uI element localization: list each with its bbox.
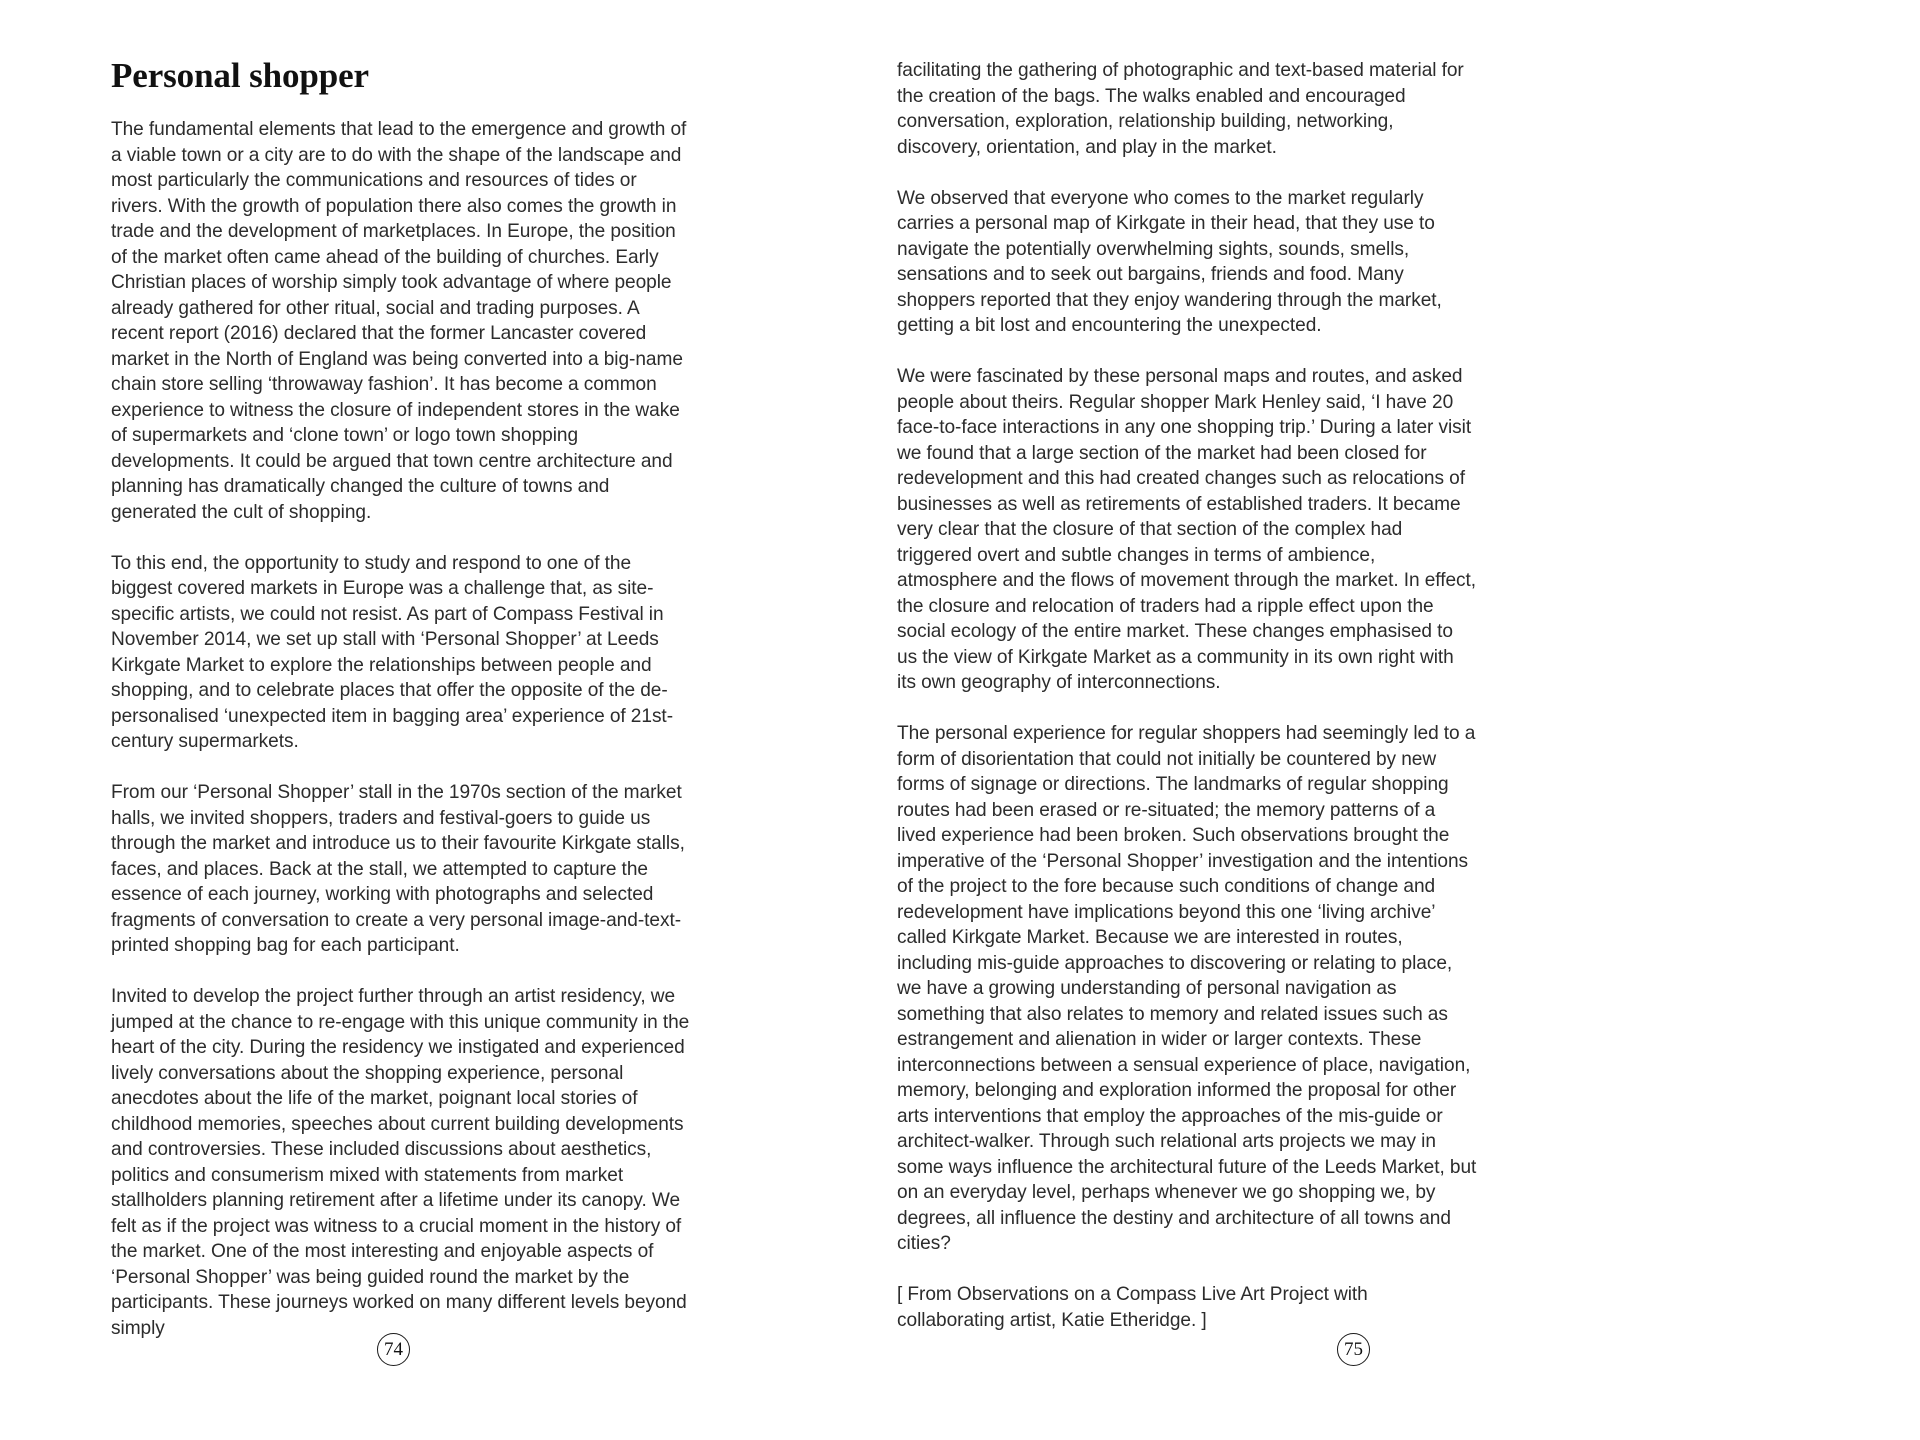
text-column-right <box>897 58 1477 1333</box>
paragraph: From our ‘Personal Shopper’ stall in the 1970s section of the market halls, we invited shoppers, traders and festival-goers to guide us through the market and introduce us to their favourite Kirkgate stalls, faces, and places. Back at the stall, we attempted to capture the essence of each journey, working with photographs and selected fragments of conversation to create a very personal image-and-text-printed shopping bag for each participant. <box>111 782 685 956</box>
paragraph: We were fascinated by these personal maps and routes, and asked people about theirs. Regular shopper Mark Henley said, ‘I have 20 face-to-face interactions in any one shopping trip.’ During a later visit we found that a large section of the market had been closed for redevelopment and this had created changes such as relocations of businesses as well as retirements of established traders. It became very clear that the closure of that section of the complex had triggered overt and subtle changes in terms of ambience, atmosphere and the flows of movement through the market. In effect, the closure and relocation of traders had a ripple effect upon the social ecology of the entire market. These changes emphasised to us the view of Kirkgate Market as a community in its own right with its own geography of interconnections. <box>897 366 1477 693</box>
folio-right <box>787 1333 1920 1366</box>
page-number: 74 <box>384 1338 403 1360</box>
attribution-note: [ From Observations on a Compass Live Art Project with collaborating artist, Katie Etheridge. ] <box>897 1284 1368 1331</box>
folio-circle <box>1337 1333 1370 1366</box>
paragraph: The personal experience for regular shoppers had seemingly led to a form of disorientation that could not initially be countered by new forms of signage or directions. The landmarks of regular shopping routes had been erased or re-situated; the memory patterns of a lived experience had been broken. Such observations brought the imperative of the ‘Personal Shopper’ investigation and the intentions of the project to the fore because such conditions of change and redevelopment have implications beyond this one ‘living archive’ called Kirkgate Market. Because we are interested in routes, including mis-guide approaches to discovering or relating to place, we have a growing understanding of personal navigation as something that also relates to memory and related issues such as estrangement and alienation in wider or larger contexts. These interconnections between a sensual experience of place, navigation, memory, belonging and exploration informed the proposal for other arts interventions that employ the approaches of the mis-guide or architect-walker. Through such relational arts projects we may in some ways influence the architectural future of the Leeds Market, but on an everyday level, perhaps whenever we go shopping we, by degrees, all influence the destiny and architecture of all towns and cities? <box>897 723 1477 1254</box>
page-left <box>0 0 787 1440</box>
paragraph: The fundamental elements that lead to the emergence and growth of a viable town or a city are to do with the shape of the landscape and most particularly the communications and resources of tides or rivers. With the growth of population there also comes the growth in trade and the development of marketplaces. In Europe, the position of the market often came ahead of the building of churches. Early Christian places of worship simply took advantage of where people already gathered for other ritual, social and trading purposes. A recent report (2016) declared that the former Lancaster covered market in the North of England was being converted into a big-name chain store selling ‘throwaway fashion’. It has become a common experience to witness the closure of independent stores in the wake of supermarkets and ‘clone town’ or logo town shopping developments. It could be argued that town centre architecture and planning has dramatically changed the culture of towns and generated the cult of shopping. <box>111 119 687 523</box>
paragraph: To this end, the opportunity to study and respond to one of the biggest covered markets in Europe was a challenge that, as site-specific artists, we could not resist. As part of Compass Festival in November 2014, we set up stall with ‘Personal Shopper’ at Leeds Kirkgate Market to explore the relationships between people and shopping, and to celebrate places that offer the opposite of the de-personalised ‘unexpected item in bagging area’ experience of 21st-century supermarkets. <box>111 552 674 752</box>
folio-left <box>0 1333 787 1366</box>
folio-circle <box>377 1333 410 1366</box>
page-number: 75 <box>1344 1338 1363 1360</box>
paragraph: We observed that everyone who comes to the market regularly carries a personal map of Kirkgate in their head, that they use to navigate the potentially overwhelming sights, sounds, smells, sensations and to seek out bargains, friends and food. Many shoppers reported that they enjoy wandering through the market, getting a bit lost and encountering the unexpected. <box>897 187 1442 336</box>
paragraph: Invited to develop the project further through an artist residency, we jumped at the chance to re-engage with this unique community in the heart of the city. During the residency we instigated and experienced lively conversations about the shopping experience, personal anecdotes about the life of the market, poignant local stories of childhood memories, speeches about current building developments and controversies. These included discussions about aesthetics, politics and consumerism mixed with statements from market stallholders planning retirement after a lifetime under its canopy. We felt as if the project was witness to a crucial moment in the history of the market. One of the most interesting and enjoyable aspects of ‘Personal Shopper’ was being guided round the market by the participants. These journeys worked on many different levels beyond simply <box>111 986 690 1339</box>
page-title: Personal shopper <box>111 56 369 95</box>
page-right <box>787 0 1920 1440</box>
paragraph: facilitating the gathering of photographic and text-based material for the creation of the bags. The walks enabled and encouraged conversation, exploration, relationship building, networking, discovery, orientation, and play in the market. <box>897 60 1464 158</box>
text-column-left <box>111 58 691 1341</box>
